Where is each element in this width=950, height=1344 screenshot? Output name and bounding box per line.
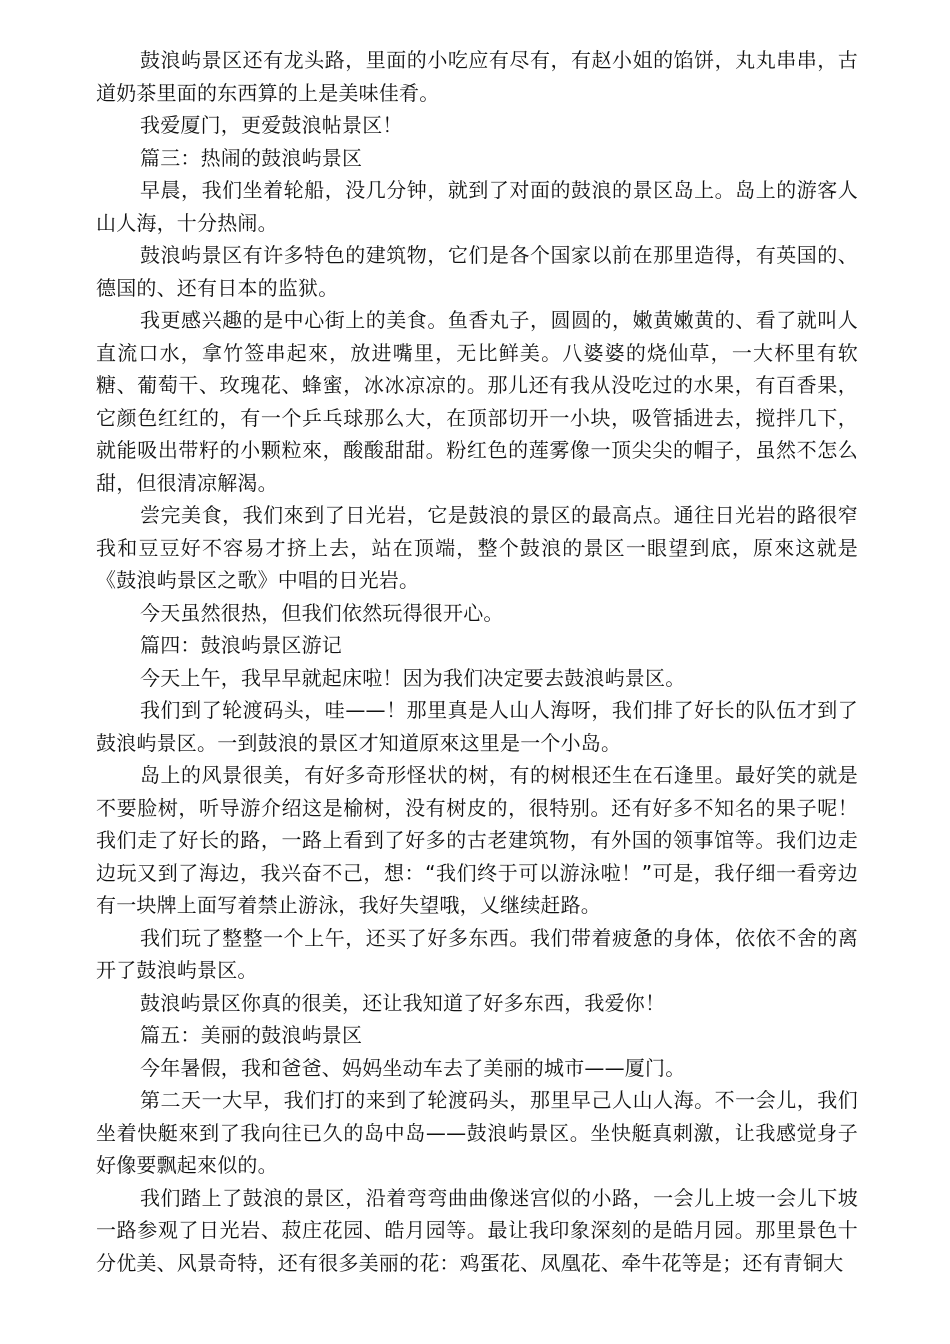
paragraph: 今年暑假，我和爸爸、妈妈坐动车去了美丽的城市——厦门。 xyxy=(140,1055,686,1080)
paragraph: 第二天一大早，我们打的来到了轮渡码头，那里早己人山人海。不一会儿，我们坐着快艇來到了我向往已久的岛中岛——鼓浪屿景区。坐快艇真刺激，让我感觉身子好像要飘起來似的。 xyxy=(96,1088,858,1177)
paragraph: 我们玩了整整一个上午，还买了好多东西。我们带着疲惫的身体，依依不舍的离开了鼓浪屿景区。 xyxy=(96,925,858,982)
paragraph: 我们到了轮渡码头，哇——！那里真是人山人海呀，我们排了好长的队伍才到了鼓浪屿景区。一到鼓浪的景区才知道原來这里是一个小岛。 xyxy=(96,698,858,755)
section-heading: 篇五：美丽的鼓浪屿景区 xyxy=(140,1023,363,1047)
paragraph: 我爱厦门，更爱鼓浪帖景区！ xyxy=(140,113,403,137)
paragraph: 岛上的风景很美，有好多奇形怪状的树，有的树根还生在石逢里。最好笑的就是不要脸树，听导游介绍这是榆树，没有树皮的，很特别。还有好多不知名的果子呢！我们走了好长的路，一路上看到了好多的古老建筑物，有外国的领事馆等。我们边走边玩又到了海边，我兴奋不己，想：“我们终于可以游泳啦！”可是，我仔细一看旁边有一块牌上面写着禁止游泳，我好失望哦，乂继续赶路。 xyxy=(96,763,858,917)
paragraph: 我们踏上了鼓浪的景区，沿着弯弯曲曲像迷宫似的小路，一会儿上坡一会儿下坡一路参观了日光岩、菽庄花园、皓月园等。最让我印象深刻的是皓月园。那里景色十分优美、风景奇特，还有很多美丽的花：鸡蛋花、凤凰花、牵牛花等是；还有青铜大 xyxy=(96,1185,858,1275)
section-heading: 篇四：鼓浪屿景区游记 xyxy=(140,633,342,657)
paragraph: 鼓浪屿景区还有龙头路，里面的小吃应有尽有，有赵小姐的馅饼，丸丸串串，古道奶茶里面的东西算的上是美味佳肴。 xyxy=(96,48,858,105)
paragraph: 尝完美食，我们來到了日光岩，它是鼓浪的景区的最高点。通往日光岩的路很窄我和豆豆好不容易才挤上去，站在顶端，整个鼓浪的景区一眼望到底，原來这就是《鼓浪屿景区之歌》中唱的日光岩。 xyxy=(96,503,858,592)
paragraph: 今天上午，我早早就起床啦！因为我们决定要去鼓浪屿景区。 xyxy=(140,665,686,690)
section-heading: 篇三：热闹的鼓浪屿景区 xyxy=(140,145,363,170)
paragraph: 今天虽然很热，但我们依然玩得很开心。 xyxy=(140,600,504,625)
paragraph: 鼓浪屿景区你真的很美，还让我知道了好多东西，我爱你！ xyxy=(140,990,666,1015)
paragraph: 我更感兴趣的是中心街上的美食。鱼香丸子，圆圆的，嫩黄嫩黄的、看了就叫人直流口水，拿竹签串起來，放进嘴里，无比鲜美。八婆婆的烧仙草，一大杯里有软糖、葡萄干、玫瑰花、蜂蜜，冰冰凉凉的。那儿还有我从没吃过的水果，有百香果，它颜色红红的，有一个乒乓球那么大，在顶部切开一小块，吸管插进去，搅拌几下，就能吸出带籽的小颗粒來，酸酸甜甜。粉红色的莲雾像一顶尖尖的帽子，虽然不怎么甜，但很清凉解渴。 xyxy=(96,308,858,495)
paragraph: 鼓浪屿景区有许多特色的建筑物，它们是各个国家以前在那里造得，有英国的、德国的、还有日本的监狱。 xyxy=(96,243,858,300)
paragraph: 早晨，我们坐着轮船，没几分钟，就到了对面的鼓浪的景区岛上。岛上的游客人山人海，十分热闹。 xyxy=(96,178,858,235)
